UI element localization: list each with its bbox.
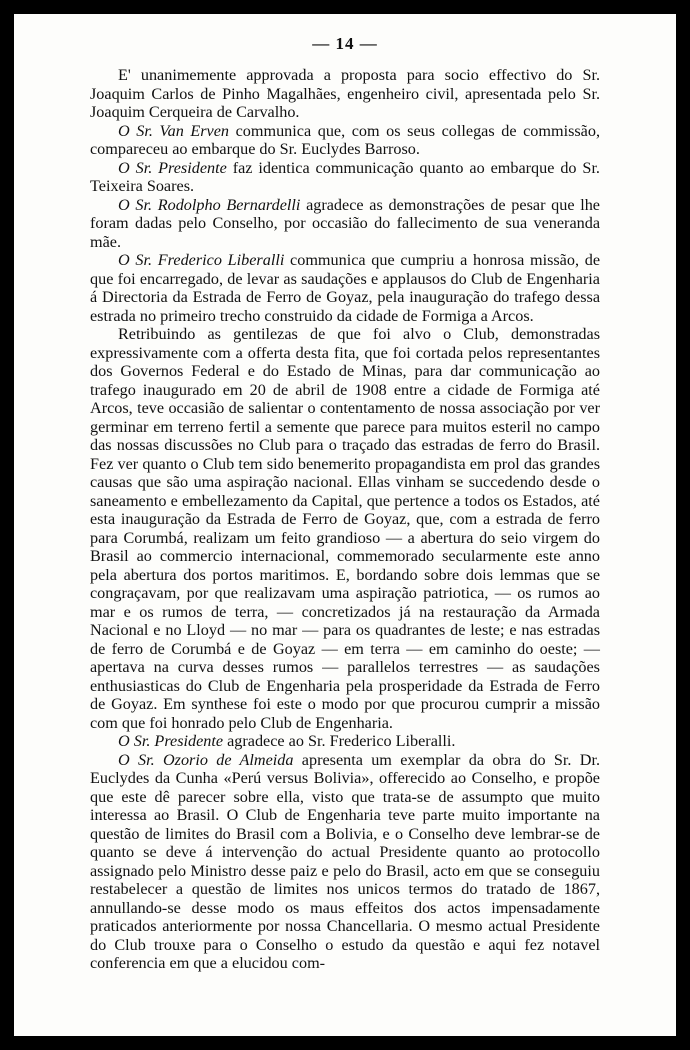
paragraph-text: faz identica communicação quanto ao embarque do Sr. Teixeira Soares. — [90, 158, 600, 195]
paragraph-text: E' unanimemente approvada a proposta para socio effectivo do Sr. Joaquim Carlos de Pinho Magalhães, engenheiro civil, apresentada pelo Sr. Joaquim Cerqueira de Carvalho. — [90, 66, 600, 121]
paragraph — [90, 251, 600, 325]
paragraph — [90, 122, 600, 159]
speaker-name: O Sr. Presidente — [118, 158, 227, 177]
page-number: — 14 — — [312, 34, 378, 53]
paragraph-text: communica que cumpriu a honrosa missão, de que foi encarregado, de levar as saudações e applausos do Club de Engenharia á Directoria da Estrada de Ferro de Goyaz, pela inauguração do trafego dessa estrada no primeiro trecho construido da cidade de Formiga a Arcos. — [90, 251, 601, 325]
paragraph — [90, 751, 600, 973]
paragraph-text: apresenta um exemplar da obra do Sr. Dr. Euclydes da Cunha «Perú versus Bolivia», offerecido ao Conselho, e propõe que este dê parecer sobre ella, visto que trata-se de assumpto que muito interessa ao Brasil. O Club de Engenharia teve parte muito importante na questão de limites do Brasil com a Bolivia, e o Conselho deve lembrar-se de quanto se deve á intervenção do actual Presidente quanto ao protocollo assignado pelo Ministro desse paiz e pelo do Brasil, acto em que se conseguiu restabelecer a questão de limites nos unicos termos do tratado de 1867, annullando-se desse modo os maus effeitos dos actos impensadamente praticados anteriormente por nossa Chancellaria. O mesmo actual Presidente do Club trouxe para o Conselho o estudo da questão e aqui fez notavel conferencia em que a elucidou com- — [90, 750, 600, 972]
document-page — [14, 14, 676, 1036]
paragraph — [90, 732, 600, 751]
speaker-name: O Sr. Rodolpho Bernardelli — [118, 195, 301, 214]
paragraph-text: communica que, com os seus collegas de commissão, compareceu ao embarque do Sr. Euclydes Barroso. — [90, 121, 600, 158]
speaker-name: O Sr. Ozorio de Almeida — [118, 750, 294, 769]
paragraph — [90, 325, 600, 732]
paragraph-text: agradece as demonstrações de pesar que lhe foram dadas pelo Conselho, por occasião do fallecimento de sua veneranda mãe. — [90, 195, 600, 251]
paragraph — [90, 196, 600, 252]
body-text — [90, 66, 600, 973]
paragraph-text: agradece ao Sr. Frederico Liberalli. — [223, 732, 456, 750]
paragraph-text: Retribuindo as gentilezas de que foi alvo o Club, demonstradas expressivamente com a offerta desta fita, que foi cortada pelos representantes dos Governos Federal e do Estado de Minas, para dar communicação ao trafego inaugurado em 20 de abril de 1908 entre a cidade de Formiga até Arcos, teve occasião de salientar o contentamento de nossa associação por ver germinar em terreno fertil a semente que parece para muitos esteril no campo das nossas discussões no Club para o traçado das estradas de ferro do Brasil. Fez ver quanto o Club tem sido benemerito propagandista em prol das grandes causas que são uma aspiração nacional. Ellas vinham se succedendo desde o saneamento e embellezamento da Capital, que pertence a todos os Estados, até esta inauguração da Estrada de Ferro de Goyaz, que, com a estrada de ferro para Corumbá, realizam um feito grandioso — a abertura do seio virgem do Brasil ao commercio internacional, commemorado secularmente este anno pela abertura dos portos maritimos. E, bordando sobre dois lemmas que se congraçavam, por que realizavam uma aspiração patriotica, — os rumos ao mar e os rumos de terra, — concretizados já na restauração da Armada Nacional e no Lloyd — no mar — para os quadrantes de leste; e nas estradas de ferro de Corumbá e de Goyaz — em terra — em caminho do oeste; — apertava na curva desses rumos — parallelos terrestres — as saudações enthusiasticas do Club de Engenharia pela prosperidade da Estrada de Ferro de Goyaz. Em synthese foi este o modo por que procurou cumprir a missão com que foi honrado pelo Club de Engenharia. — [90, 325, 600, 732]
speaker-name: O Sr. Frederico Liberalli — [118, 251, 285, 269]
speaker-name: O Sr. Presidente — [118, 732, 224, 750]
paragraph — [90, 159, 600, 196]
speaker-name: O Sr. Van Erven — [118, 121, 230, 140]
paragraph — [90, 66, 600, 122]
